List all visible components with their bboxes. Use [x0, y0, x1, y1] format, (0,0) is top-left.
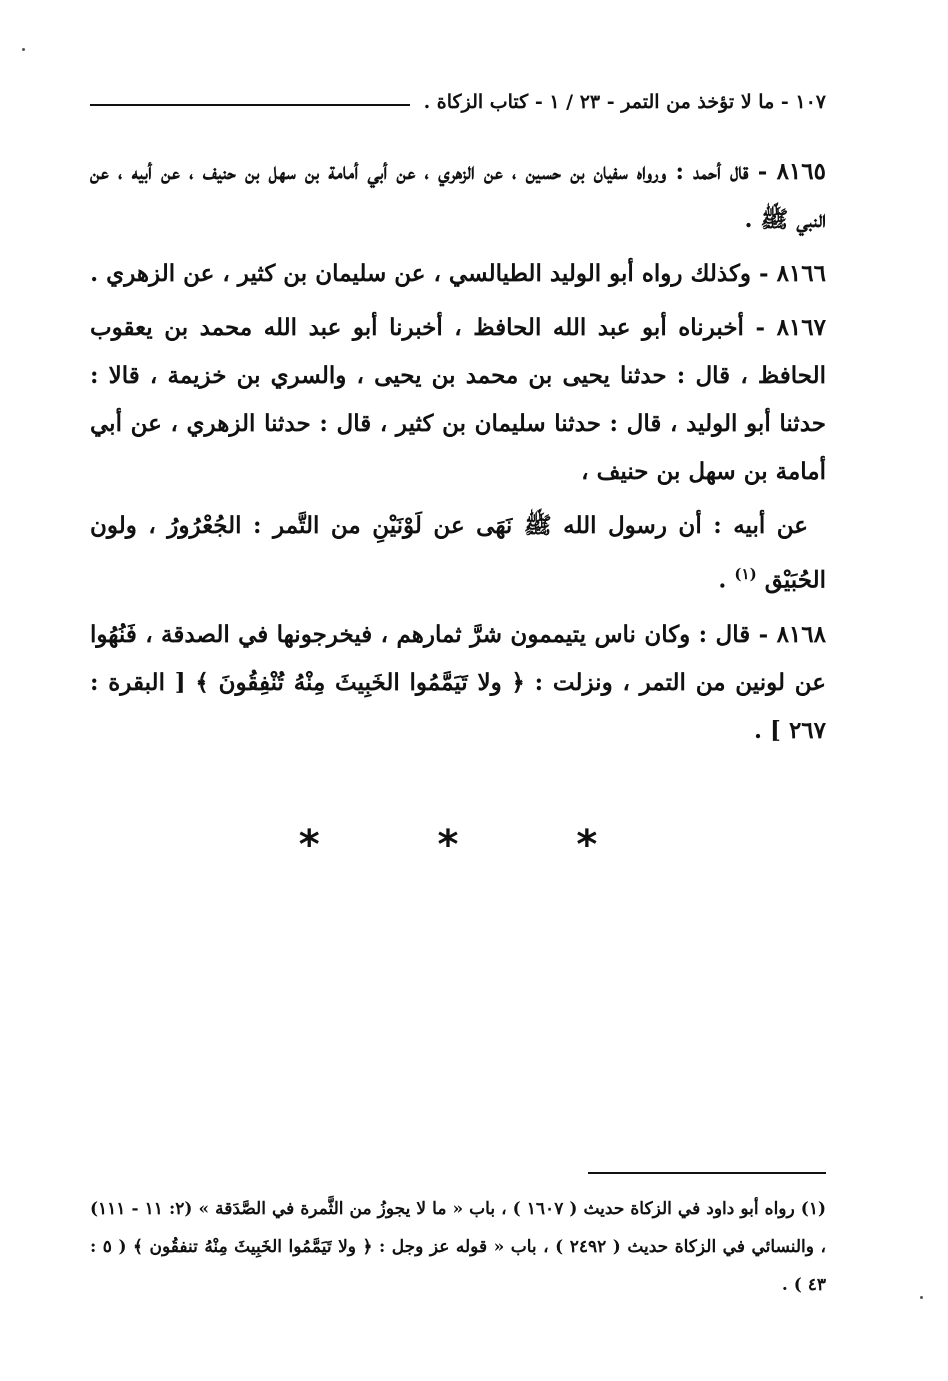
footnotes	[90, 1190, 826, 1304]
main-text	[90, 148, 826, 761]
scan-speck	[920, 1296, 923, 1299]
header-rule	[90, 104, 410, 106]
footnote-reference: (١)	[734, 565, 757, 583]
paragraph-8166: ٨١٦٦ - وكذلك رواه أبو الوليد الطيالسي ، عن سليمان بن كثير ، عن الزهري .	[90, 260, 826, 287]
paragraph-8167: ٨١٦٧ - أخبرناه أبو عبد الله الحافظ ، أخبرنا أبو عبد الله محمد بن يعقوب الحافظ ، قال : حدثنا يحيى بن محمد بن يحيى ، والسري بن خزيمة ، قالا : حدثنا أبو الوليد ، قال : حدثنا سليمان بن كثير ، قال : حدثنا الزهري ، عن أبي أمامة بن سهل بن حنيف ،	[90, 314, 826, 485]
section-separator: * * *	[298, 822, 650, 868]
paragraph-8167-matn	[90, 502, 826, 605]
paragraph-8168: ٨١٦٨ - قال : وكان ناس يتيممون شرَّ ثمارهم ، فيخرجونها في الصدقة ، فَنُهُوا عن لونين من التمر ، ونزلت : ﴿ ولا تَيَمَّمُوا الخَبِيثَ مِنْهُ تُنْفِقُونَ ﴾ [ البقرة : ٢٦٧ ] .	[90, 620, 826, 744]
matn-text: عن أبيه : أن رسول الله ﷺ نَهَى عن لَوْنَيْنِ من التَّمر : الجُعْرُورُ ، ولون الحُبَيْق	[90, 512, 826, 594]
scan-speck	[22, 48, 25, 51]
paragraph-8165: ٨١٦٥ - قال أحمد : ورواه سفيان بن حسين ، عن الزهري ، عن أبي أمامة بن سهل بن حنيف ، عن أبيه ، عن النبي ﷺ .	[90, 158, 826, 233]
footnote-rule	[588, 1172, 826, 1174]
page-header	[90, 84, 826, 120]
running-head: ١٠٧ - ما لا تؤخذ من التمر - ٢٣ / ١ - كتاب الزكاة .	[423, 91, 826, 113]
footnote-1: (١) رواه أبو داود في الزكاة حديث ( ١٦٠٧ ) ، باب « ما لا يجوزُ من الثَّمرة في الصَّدَقة » (٢: ١١ - ١١١) ، والنسائي في الزكاة حديث ( ٢٤٩٢ ) ، باب « قوله عز وجل : ﴿ ولا تَيَمَّمُوا الخَبِيثَ مِنْهُ تنفقُون ﴾ ( ٥ : ٤٣ ) .	[90, 1199, 827, 1295]
matn-end-mark: .	[718, 566, 735, 594]
